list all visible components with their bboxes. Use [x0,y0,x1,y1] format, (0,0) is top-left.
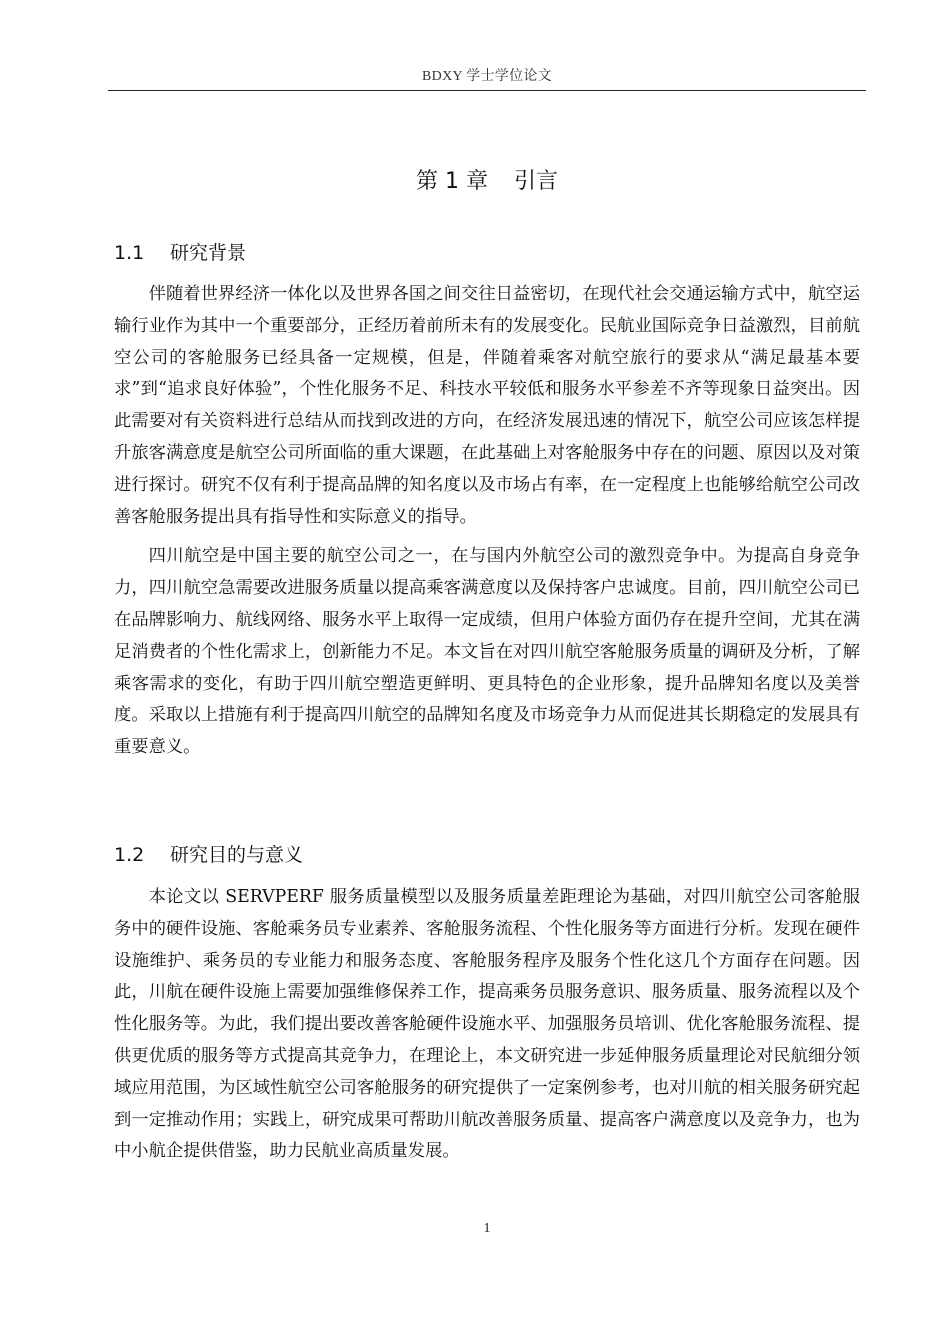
section-body-1-2 [114,882,860,1176]
page-number: 1 [483,1221,491,1236]
section-number: 1.2 [114,844,145,866]
header-rule [108,90,866,91]
section-heading-1-1 [114,239,246,267]
body-paragraph: 伴随着世界经济一体化以及世界各国之间交往日益密切，在现代社会交通运输方式中，航空运输行业作为其中一个重要部分，正经历着前所未有的发展变化。民航业国际竞争日益激烈，目前航空公司的客舱服务已经具备一定规模，但是，伴随着乘客对航空旅行的要求从“满足最基本要求”到“追求良好体验”，个性化服务不足、科技水平较低和服务水平参差不齐等现象日益突出。因此需要对有关资料进行总结从而找到改进的方向，在经济发展迅速的情况下，航空公司应该怎样提升旅客满意度是航空公司所面临的重大课题，在此基础上对客舱服务中存在的问题、原因以及对策进行探讨。研究不仅有利于提高品牌的知名度以及市场占有率，在一定程度上也能够给航空公司改善客舱服务提出具有指导性和实际意义的指导。 [114,284,860,527]
chapter-title [108,166,866,198]
section-heading-1-2 [114,841,303,869]
section-title: 研究目的与意义 [170,844,304,866]
running-header: BDXY 学士学位论文 [422,69,552,84]
chapter-name: 引言 [513,169,558,194]
section-title: 研究背景 [170,242,247,264]
section-number: 1.1 [114,242,145,264]
body-paragraph: 四川航空是中国主要的航空公司之一，在与国内外航空公司的激烈竞争中。为提高自身竞争力，四川航空急需要改进服务质量以提高乘客满意度以及保持客户忠诚度。目前，四川航空公司已在品牌影响力、航线网络、服务水平上取得一定成绩，但用户体验方面仍存在提升空间，尤其在满足消费者的个性化需求上，创新能力不足。本文旨在对四川航空客舱服务质量的调研及分析，了解乘客需求的变化，有助于四川航空塑造更鲜明、更具特色的企业形象，提升品牌知名度以及美誉度。采取以上措施有利于提高四川航空的品牌知名度及市场竞争力从而促进其长期稳定的发展具有重要意义。 [114,546,860,758]
chapter-number: 第 1 章 [416,169,488,194]
body-paragraph: 本论文以 SERVPERF 服务质量模型以及服务质量差距理论为基础，对四川航空公司客舱服务中的硬件设施、客舱乘务员专业素养、客舱服务流程、个性化服务等方面进行分析。发现在硬件设施维护、乘务员的专业能力和服务态度、客舱服务程序及服务个性化这几个方面存在问题。因此，川航在硬件设施上需要加强维修保养工作，提高乘务员服务意识、服务质量、服务流程以及个性化服务等。为此，我们提出要改善客舱硬件设施水平、加强服务员培训、优化客舱服务流程、提供更优质的服务等方式提高其竞争力，在理论上，本文研究进一步延伸服务质量理论对民航细分领域应用范围，为区域性航空公司客舱服务的研究提供了一定案例参考，也对川航的相关服务研究起到一定推动作用；实践上，研究成果可帮助川航改善服务质量、提高客户满意度以及竞争力，也为中小航企提供借鉴，助力民航业高质量发展。 [114,887,860,1162]
section-body-1-1 [114,279,860,772]
